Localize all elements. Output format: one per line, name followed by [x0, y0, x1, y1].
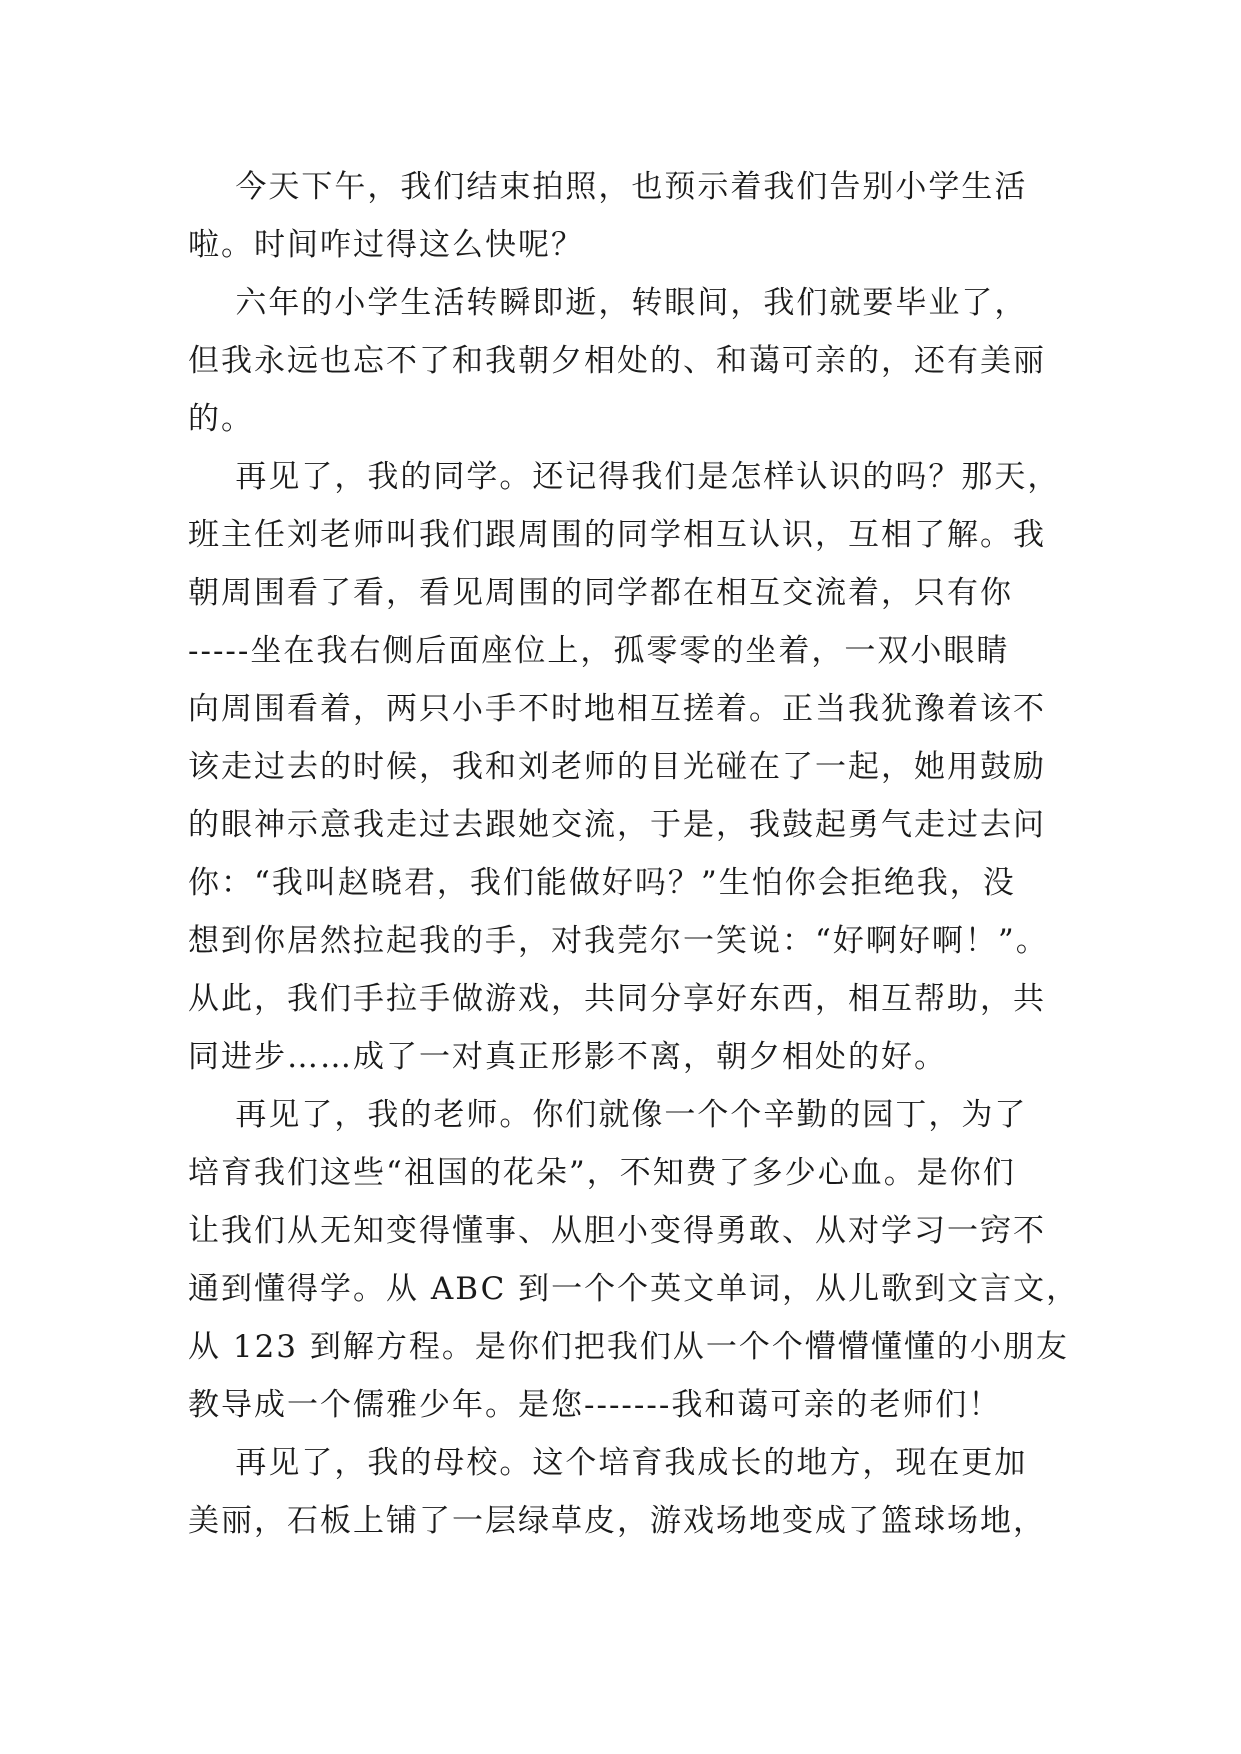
document-body — [188, 158, 1080, 1550]
text-line: 今天下午，我们结束拍照，也预示着我们告别小学生活 — [188, 169, 1028, 205]
text-line: 从此，我们手拉手做游戏，共同分享好东西，相互帮助，共 — [188, 981, 1046, 1017]
text-line: 通到懂得学。从 ABC 到一个个英文单词，从儿歌到文言文， — [188, 1271, 1080, 1307]
text-line: 美丽，石板上铺了一层绿草皮，游戏场地变成了篮球场地， — [188, 1503, 1046, 1539]
text-line: 啦。时间咋过得这么快呢？ — [188, 227, 584, 263]
text-line: 培育我们这些“祖国的花朵”，不知费了多少心血。是你们 — [188, 1155, 1016, 1191]
text-line: 教导成一个儒雅少年。是您-------我和蔼可亲的老师们！ — [188, 1387, 1002, 1423]
text-line: 同进步……成了一对真正形影不离，朝夕相处的好。 — [188, 1039, 947, 1075]
text-line: 向周围看着，两只小手不时地相互搓着。正当我犹豫着该不 — [188, 691, 1046, 727]
text-line: 想到你居然拉起我的手，对我莞尔一笑说：“好啊好啊！”。 — [188, 923, 1049, 959]
text-line: -----坐在我右侧后面座位上，孤零零的坐着，一双小眼睛 — [188, 633, 1010, 669]
text-line: 再见了，我的同学。还记得我们是怎样认识的吗？那天， — [188, 459, 1061, 495]
text-line: 让我们从无知变得懂事、从胆小变得勇敢、从对学习一窍不 — [188, 1213, 1046, 1249]
text-line: 六年的小学生活转瞬即逝，转眼间，我们就要毕业了， — [188, 285, 1028, 321]
text-line: 的眼神示意我走过去跟她交流，于是，我鼓起勇气走过去问 — [188, 807, 1046, 843]
text-line: 你：“我叫赵晓君，我们能做好吗？”生怕你会拒绝我，没 — [188, 865, 1016, 901]
text-line: 从 123 到解方程。是你们把我们从一个个懵懵懂懂的小朋友 — [188, 1329, 1069, 1365]
text-line: 但我永远也忘不了和我朝夕相处的、和蔼可亲的，还有美丽 — [188, 343, 1046, 379]
text-line: 班主任刘老师叫我们跟周围的同学相互认识，互相了解。我 — [188, 517, 1046, 553]
text-line: 该走过去的时候，我和刘老师的目光碰在了一起，她用鼓励 — [188, 749, 1046, 785]
text-line: 再见了，我的老师。你们就像一个个辛勤的园丁，为了 — [188, 1097, 1028, 1133]
text-line: 朝周围看了看，看见周围的同学都在相互交流着，只有你 — [188, 575, 1013, 611]
text-line: 再见了，我的母校。这个培育我成长的地方，现在更加 — [188, 1445, 1028, 1481]
text-line: 的。 — [188, 401, 254, 437]
